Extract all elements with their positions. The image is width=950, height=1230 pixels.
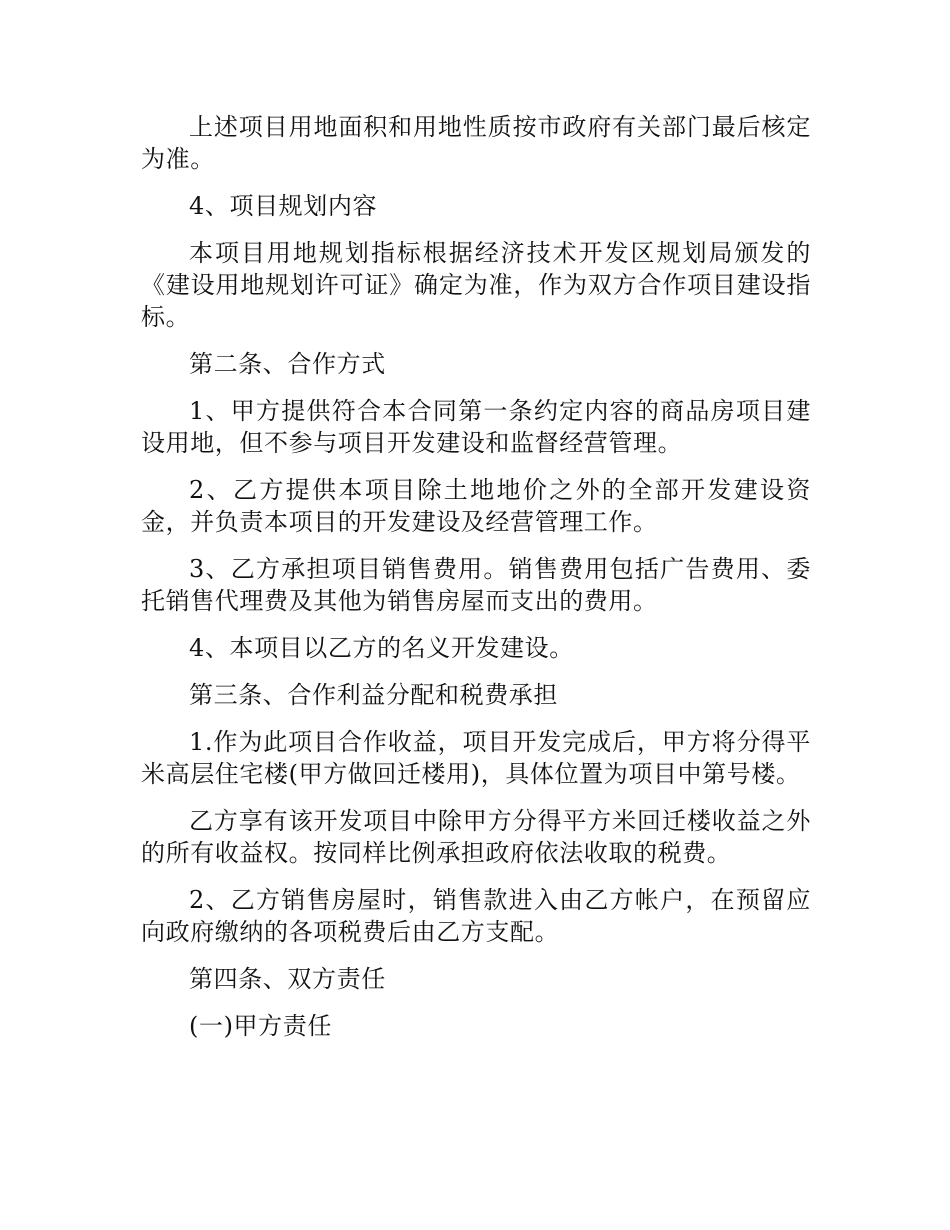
paragraph-party-a-land: 1、甲方提供符合本合同第一条约定内容的商品房项目建设用地，但不参与项目开发建设和监督经营管理。: [141, 397, 811, 457]
paragraph-party-b-funds: 2、乙方提供本项目除土地地价之外的全部开发建设资金，并负责本项目的开发建设及经营管理工作。: [141, 476, 811, 536]
paragraph-land-area: 上述项目用地面积和用地性质按市政府有关部门最后核定为准。: [141, 113, 811, 173]
heading-article-2: 第二条、合作方式: [189, 350, 386, 378]
paragraph-party-b-rights: 乙方享有该开发项目中除甲方分得平方米回迁楼收益之外的所有收益权。按同样比例承担政府依法收取的税费。: [141, 807, 811, 867]
paragraph-development-name: 4、本项目以乙方的名义开发建设。: [189, 634, 574, 662]
paragraph-party-a-return: 1.作为此项目合作收益，项目开发完成后，甲方将分得平米高层住宅楼(甲方做回迁楼用)，具体位置为项目中第号楼。: [141, 728, 811, 788]
heading-article-4: 第四条、双方责任: [189, 965, 386, 993]
heading-article-3: 第三条、合作利益分配和税费承担: [189, 681, 558, 709]
document-body: [141, 111, 811, 1057]
heading-planning-content: 4、项目规划内容: [189, 192, 378, 220]
paragraph-planning-indicators: 本项目用地规划指标根据经济技术开发区规划局颁发的《建设用地规划许可证》确定为准，作为双方合作项目建设指标。: [141, 239, 811, 331]
paragraph-sales-proceeds: 2、乙方销售房屋时，销售款进入由乙方帐户，在预留应向政府缴纳的各项税费后由乙方支配。: [141, 886, 811, 946]
paragraph-sales-costs: 3、乙方承担项目销售费用。销售费用包括广告费用、委托销售代理费及其他为销售房屋而支出的费用。: [141, 555, 811, 615]
heading-party-a-duties: (一)甲方责任: [189, 1012, 332, 1040]
